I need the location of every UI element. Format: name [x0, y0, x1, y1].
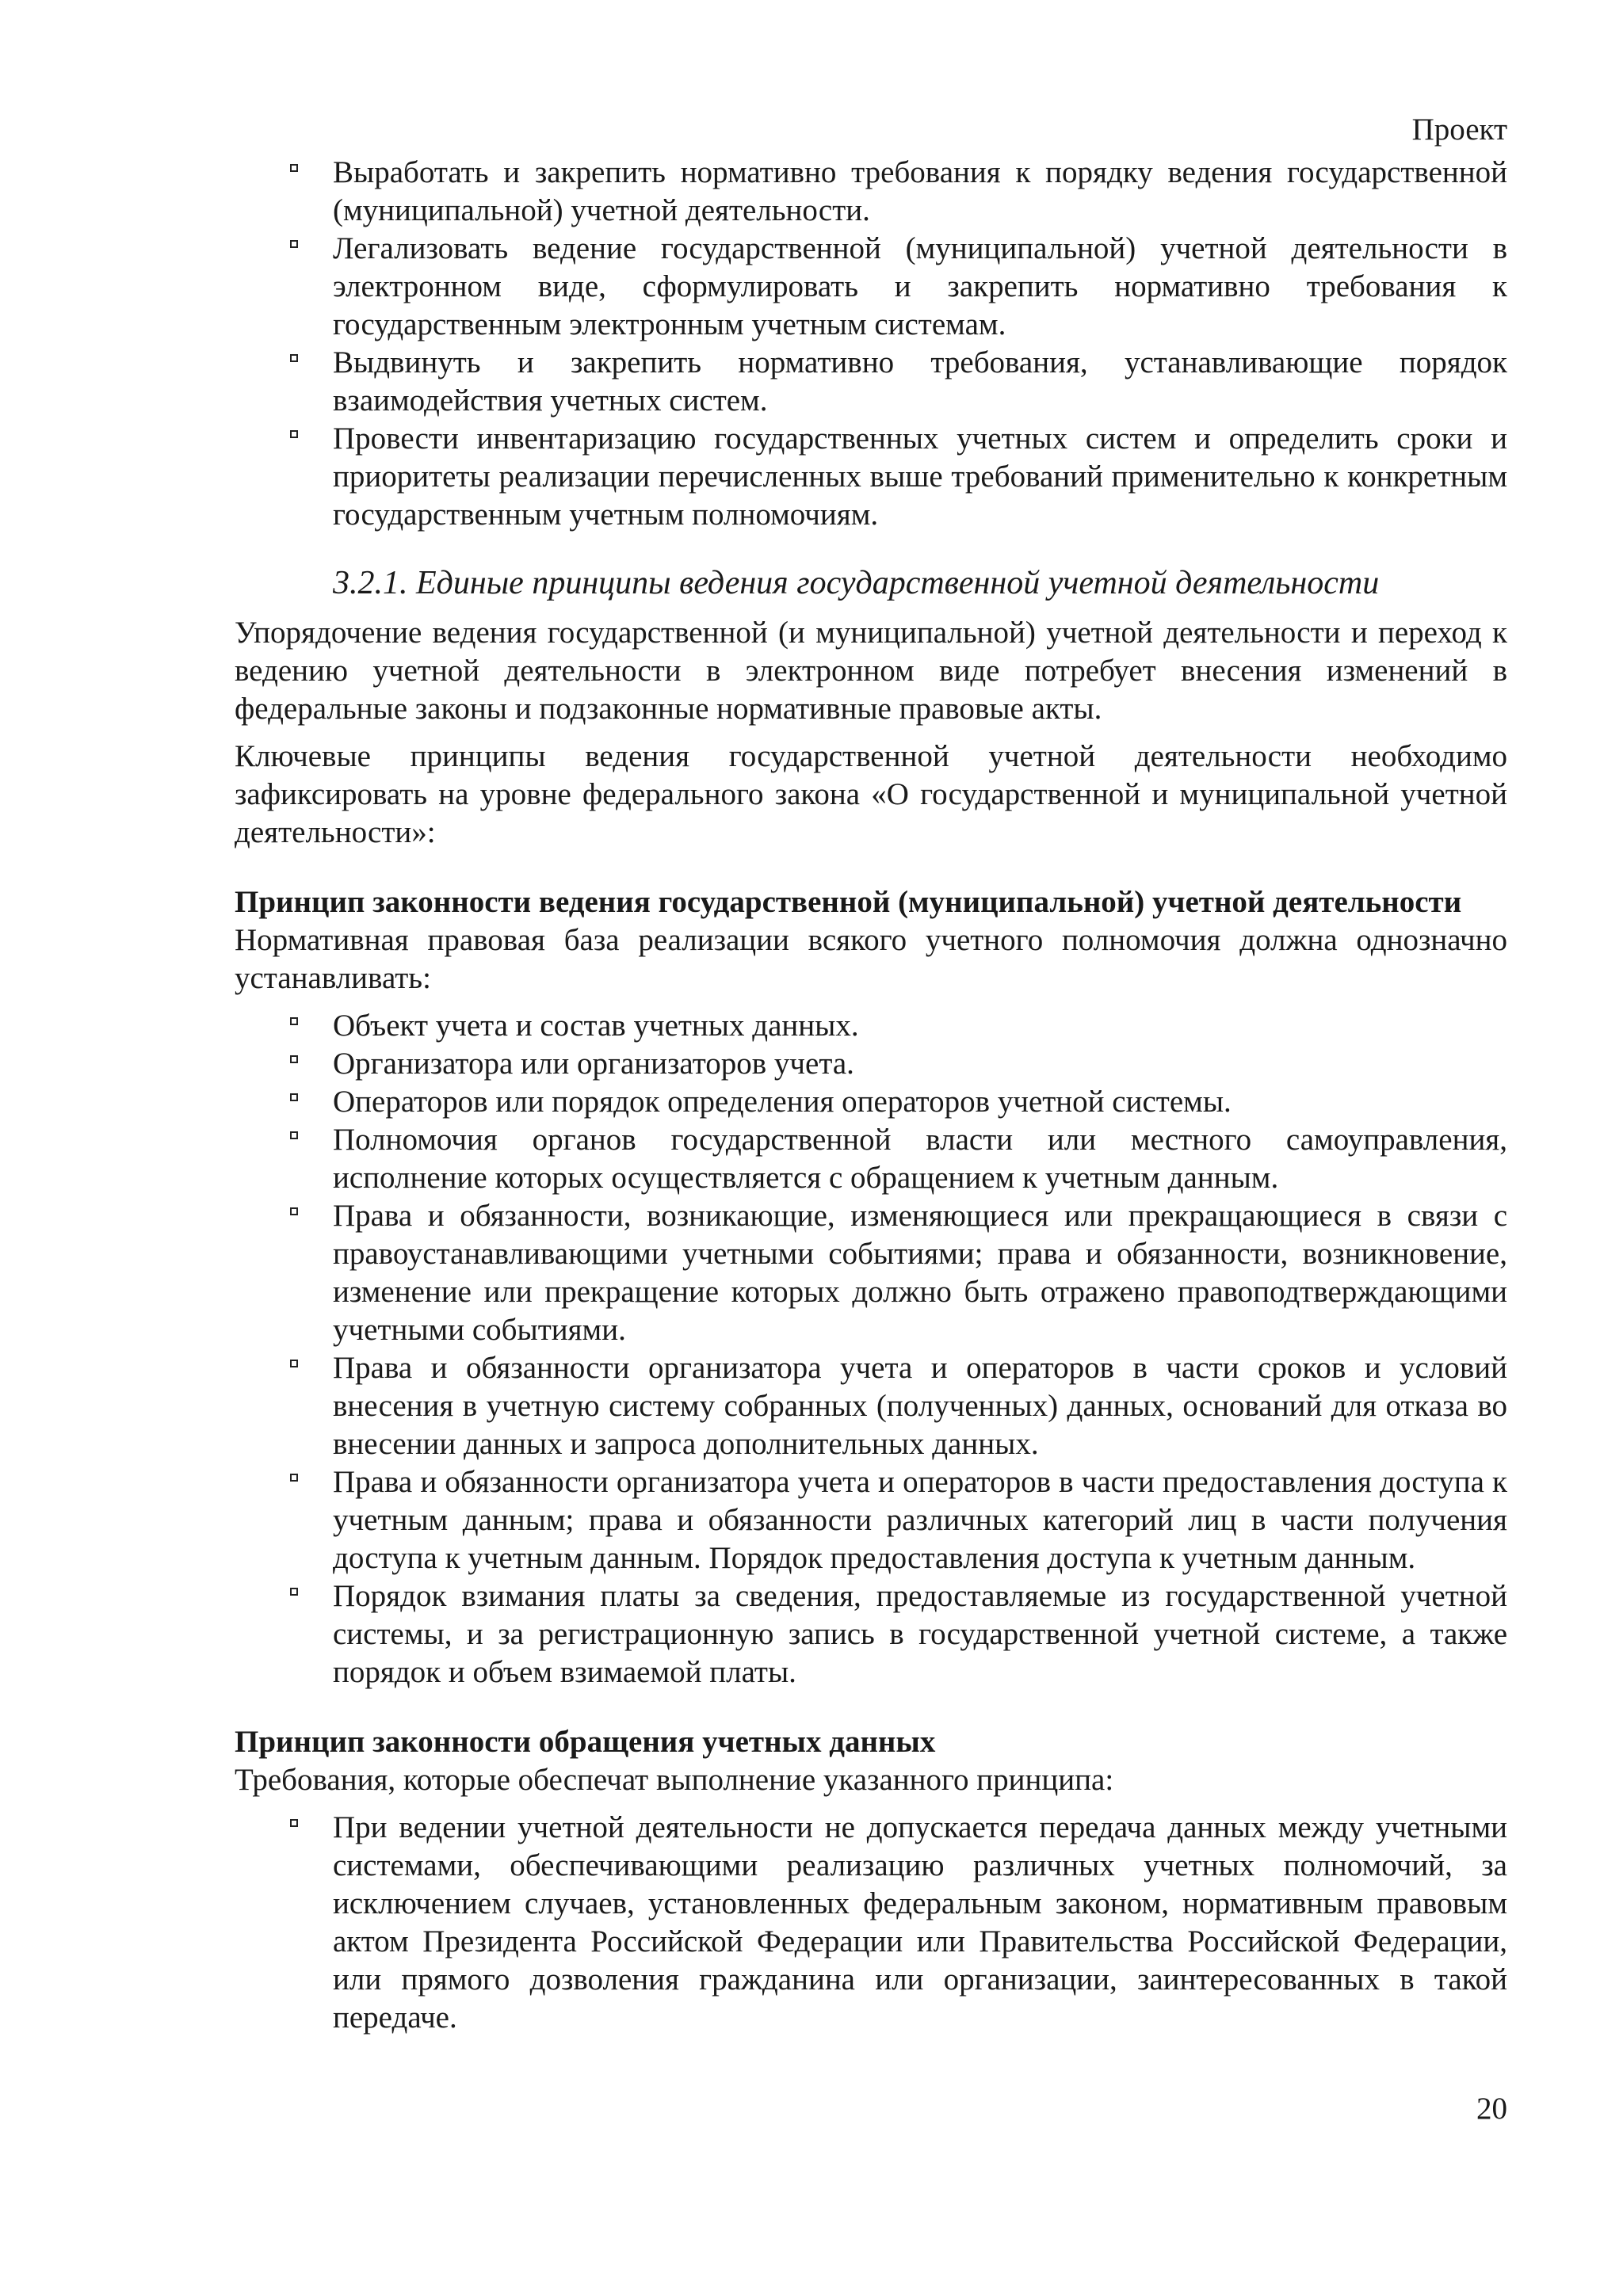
bullet-square-icon [290, 354, 298, 362]
bullet-square-icon [290, 1360, 298, 1367]
bullet-square-icon [290, 1093, 298, 1101]
bullet-square-icon [290, 1055, 298, 1063]
page-number: 20 [1476, 2092, 1507, 2126]
bullet-square-icon [290, 1588, 298, 1596]
bullet-square-icon [290, 430, 298, 438]
principle-intro: Нормативная правовая база реализации всякого учетного полномочия должна однозначно устанавливать: [235, 923, 1507, 995]
list-item: Легализовать ведение государственной (муниципальной) учетной деятельности в электронном виде, сформулировать и закрепить нормативно требования к государственным электронным учетным системам. [235, 230, 1507, 344]
bullet-square-icon [290, 164, 298, 172]
principle-items-list [235, 1809, 1507, 2037]
section-title: 3.2.1. Единые принципы ведения государственной учетной деятельности [333, 565, 1380, 601]
bullet-square-icon [290, 1207, 298, 1215]
requirements-list [235, 154, 1507, 534]
list-item: Провести инвентаризацию государственных учетных систем и определить сроки и приоритеты реализации перечисленных выше требований применительно к конкретным государственным учетным полномочиям. [235, 420, 1507, 534]
principle-heading: Принцип законности ведения государственной (муниципальной) учетной деятельности [235, 885, 1462, 919]
list-item: Организатора или организаторов учета. [235, 1045, 1507, 1083]
principle-heading: Принцип законности обращения учетных данных [235, 1725, 936, 1759]
page-content [235, 154, 1507, 2037]
list-item: Права и обязанности, возникающие, изменяющиеся или прекращающиеся в связи с правоустанавливающими учетными событиями; права и обязанности, возникновение, изменение или прекращение которых должно быть отражено правоподтверждающими учетными событиями. [235, 1197, 1507, 1349]
paragraph: Упорядочение ведения государственной (и муниципальной) учетной деятельности и переход к ведению учетной деятельности в электронном виде потребует внесения изменений в федеральные законы и подзаконные нормативные правовые акты. [235, 616, 1507, 726]
bullet-square-icon [290, 240, 298, 248]
bullet-square-icon [290, 1131, 298, 1139]
bullet-square-icon [290, 1474, 298, 1482]
list-item: Выработать и закрепить нормативно требования к порядку ведения государственной (муниципальной) учетной деятельности. [235, 154, 1507, 230]
bullet-square-icon [290, 1819, 298, 1827]
list-item: Полномочия органов государственной власти или местного самоуправления, исполнение которых осуществляется с обращением к учетным данным. [235, 1121, 1507, 1197]
list-item: Права и обязанности организатора учета и операторов в части предоставления доступа к учетным данным; права и обязанности различных категорий лиц в части получения доступа к учетным данным. Порядок предоставления доступа к учетным данным. [235, 1463, 1507, 1577]
list-item: Порядок взимания платы за сведения, предоставляемые из государственной учетной системы, и за регистрационную запись в государственной учетной системе, а также порядок и объем взимаемой платы. [235, 1577, 1507, 1691]
principle-intro: Требования, которые обеспечат выполнение указанного принципа: [235, 1763, 1114, 1797]
principle-items-list [235, 1007, 1507, 1691]
bullet-square-icon [290, 1017, 298, 1025]
list-item: Права и обязанности организатора учета и операторов в части сроков и условий внесения в учетную систему собранных (полученных) данных, оснований для отказа во внесении данных и запроса дополнительных данных. [235, 1349, 1507, 1463]
list-item: Операторов или порядок определения операторов учетной системы. [235, 1083, 1507, 1121]
list-item: Объект учета и состав учетных данных. [235, 1007, 1507, 1045]
list-item: Выдвинуть и закрепить нормативно требования, устанавливающие порядок взаимодействия учетных систем. [235, 344, 1507, 420]
draft-label: Проект [1411, 113, 1507, 147]
list-item: При ведении учетной деятельности не допускается передача данных между учетными системами, обеспечивающими реализацию различных учетных полномочий, за исключением случаев, установленных федеральным законом, нормативным правовым актом Президента Российской Федерации или Правительства Российской Федерации, или прямого дозволения гражданина или организации, заинтересованных в такой передаче. [235, 1809, 1507, 2037]
paragraph: Ключевые принципы ведения государственной учетной деятельности необходимо зафиксировать на уровне федерального закона «О государственной и муниципальной учетной деятельности»: [235, 739, 1507, 849]
